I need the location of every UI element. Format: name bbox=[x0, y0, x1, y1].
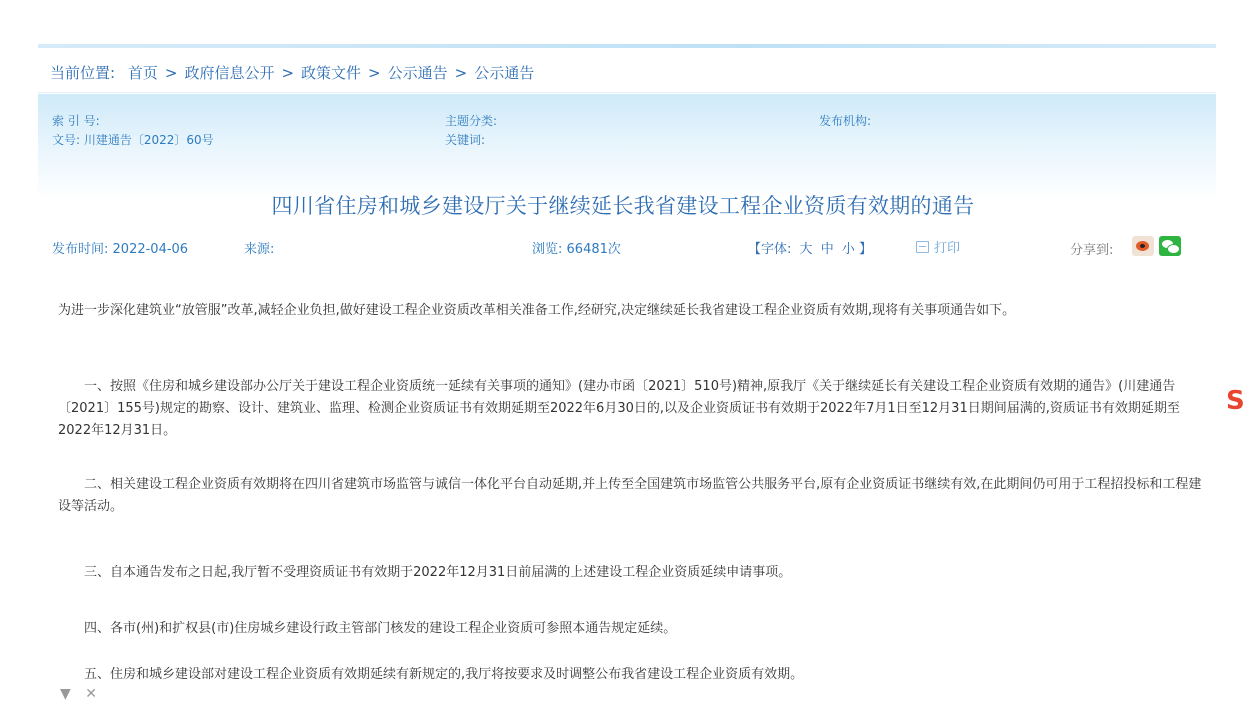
breadcrumb-separator: > bbox=[164, 64, 178, 82]
weibo-share-icon[interactable] bbox=[1132, 236, 1154, 256]
document-number-value: 川建通告〔2022〕60号 bbox=[83, 133, 214, 147]
breadcrumb-notices-link[interactable]: 公示通告 bbox=[387, 64, 448, 82]
breadcrumb-separator: > bbox=[454, 64, 468, 82]
publisher-label: 发布机构: bbox=[819, 114, 872, 128]
print-button[interactable] bbox=[916, 237, 960, 256]
breadcrumb-policy-docs-link[interactable]: 政策文件 bbox=[301, 64, 362, 82]
publish-time-value: 2022-04-06 bbox=[112, 242, 189, 257]
paragraph-4: 四、各市(州)和扩权县(市)住房城乡建设行政主管部门核发的建设工程企业资质可参照本通告规定延续。 bbox=[84, 621, 677, 636]
article-title: 四川省住房和城乡建设厅关于继续延长我省建设工程企业资质有效期的通告 bbox=[271, 194, 975, 218]
font-size-label: 【字体: bbox=[748, 242, 792, 257]
font-size-small-button[interactable]: 小 bbox=[841, 242, 855, 257]
views-value: 66481次 bbox=[566, 242, 621, 257]
breadcrumb bbox=[50, 62, 534, 83]
share-label: 分享到: bbox=[1070, 243, 1114, 258]
document-number-label: 文号: bbox=[52, 133, 81, 147]
paragraph-3: 三、自本通告发布之日起,我厅暂不受理资质证书有效期于2022年12月31日前届满的上述建设工程企业资质延续申请事项。 bbox=[84, 565, 792, 580]
breadcrumb-gov-info-link[interactable]: 政府信息公开 bbox=[184, 64, 275, 82]
view-count bbox=[532, 238, 621, 257]
topic-category-label: 主题分类: bbox=[445, 114, 498, 128]
breadcrumb-separator: > bbox=[368, 64, 381, 82]
side-floating-logo-icon[interactable]: S bbox=[1226, 386, 1245, 416]
print-label: 打印 bbox=[934, 241, 961, 256]
collapse-icon[interactable]: ▼ bbox=[60, 686, 71, 702]
views-label: 浏览: bbox=[532, 242, 563, 257]
font-size-medium-button[interactable]: 中 bbox=[820, 242, 834, 257]
paragraph-1: 一、按照《住房和城乡建设部办公厅关于建设工程企业资质统一延续有关事项的通知》(建办市函〔2021〕510号)精神,原我厅《关于继续延长有关建设工程企业资质有效期的通告》(川建通告〔2021〕155号)规定的勘察、设计、建筑业、监理、检测企业资质证书有效期延期至2022年6月30日的,以及企业资质证书有效期于2022年7月1日至12月31日期间届满的,资质证书有效期延期至2022年12月31日。 bbox=[58, 379, 1180, 438]
index-number bbox=[52, 112, 100, 129]
document-number bbox=[52, 131, 214, 148]
floating-toolbar bbox=[60, 686, 107, 702]
print-icon bbox=[916, 241, 929, 253]
publish-time bbox=[52, 238, 188, 257]
breadcrumb-bar bbox=[38, 48, 1216, 93]
paragraph-intro: 为进一步深化建筑业“放管服”改革,减轻企业负担,做好建设工程企业资质改革相关准备工作,经研究,决定继续延长我省建设工程企业资质有效期,现将有关事项通告如下。 bbox=[58, 303, 1016, 318]
index-number-label: 索 引 号: bbox=[52, 114, 100, 128]
document-meta-panel bbox=[38, 94, 1216, 200]
breadcrumb-notices-current-link[interactable]: 公示通告 bbox=[474, 64, 535, 82]
paragraph-2: 二、相关建设工程企业资质有效期将在四川省建筑市场监管与诚信一体化平台自动延期,并上传至全国建筑市场监管公共服务平台,原有企业资质证书继续有效,在此期间仍可用于工程招投标和工程建设等活动。 bbox=[58, 477, 1202, 514]
wechat-share-icon[interactable] bbox=[1159, 236, 1181, 256]
font-size-control bbox=[748, 238, 872, 257]
article-source bbox=[244, 238, 274, 257]
font-size-large-button[interactable]: 大 bbox=[799, 242, 813, 257]
publish-time-label: 发布时间: bbox=[52, 242, 109, 257]
keywords-label: 关键词: bbox=[445, 133, 486, 147]
source-label: 来源: bbox=[244, 242, 275, 257]
breadcrumb-label: 当前位置: bbox=[50, 64, 116, 82]
publisher bbox=[819, 112, 871, 129]
keywords bbox=[445, 131, 485, 148]
breadcrumb-home-link[interactable]: 首页 bbox=[127, 64, 158, 82]
font-size-close-bracket: 】 bbox=[859, 242, 873, 257]
paragraph-5: 五、住房和城乡建设部对建设工程企业资质有效期延续有新规定的,我厅将按要求及时调整公布我省建设工程企业资质有效期。 bbox=[84, 667, 804, 682]
close-icon[interactable]: ✕ bbox=[85, 686, 97, 702]
topic-category bbox=[445, 112, 497, 129]
breadcrumb-separator: > bbox=[281, 64, 295, 82]
